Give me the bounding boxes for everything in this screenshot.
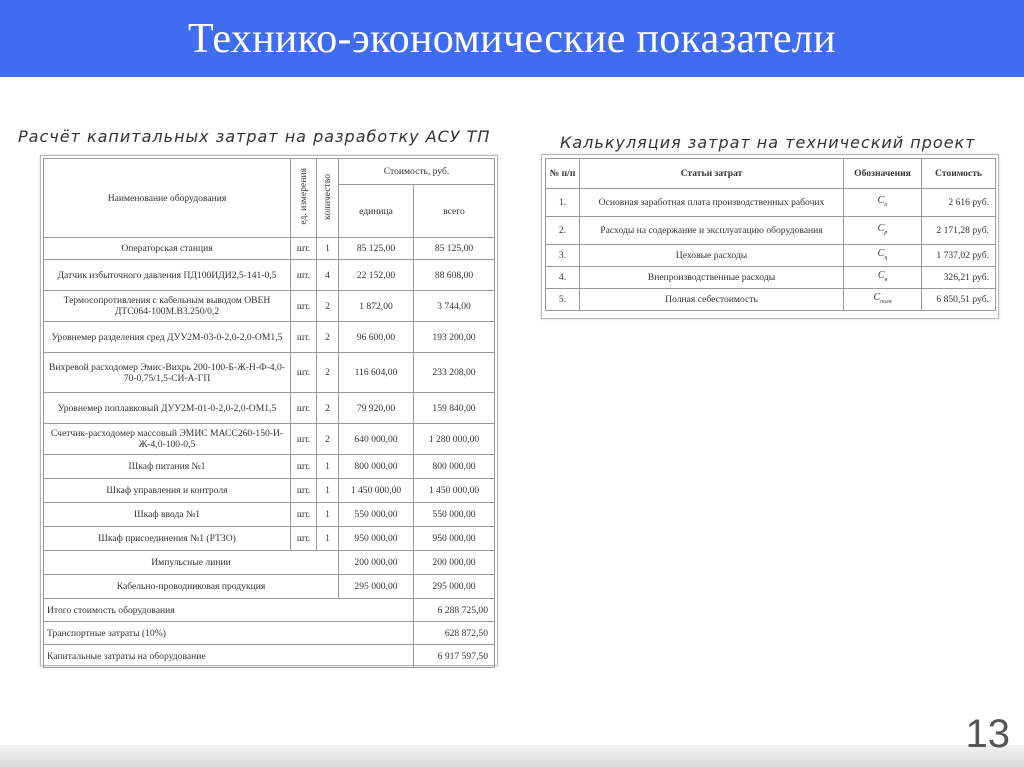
summary-label: Капитальные затраты на оборудование [44,645,414,668]
cost-symbol [844,245,922,267]
slide-title: Технико-экономические показатели [188,15,836,62]
table-row [44,503,495,527]
qty-cell: 1 [317,503,339,527]
capex-caption: Расчёт капитальных затрат на разработку АСУ ТП [18,127,491,146]
qty-cell: 1 [317,479,339,503]
unit-cell: шт. [291,322,317,353]
table-row [44,527,495,551]
equipment-name: Датчик избыточного давления ПД100ИДИ2,5-141-0,5 [44,260,291,291]
header-cost: Стоимость, руб. [339,159,495,185]
summary-total: 628 872,50 [414,622,495,645]
header-unit: ед. измерения [291,159,317,238]
capex-table [43,158,495,668]
equipment-name: Вихревой расходомер Эмис-Вихрь 200-100-Б-Ж-Н-Ф-4,0-70-0,75/1,5-СИ-А-ГП [44,353,291,393]
qty-cell: 1 [317,455,339,479]
capex-table-frame [40,155,498,666]
price-cell: 550 000,00 [339,503,414,527]
row-number: 1. [546,189,580,217]
cost-item: Цеховые расходы [580,245,844,267]
cost-value: 6 850,51 руб. [922,289,996,311]
equipment-name: Шкаф управления и контроля [44,479,291,503]
cost-value: 2 616 руб. [922,189,996,217]
unit-cell: шт. [291,455,317,479]
qty-cell: 2 [317,353,339,393]
price-cell: 22 152,00 [339,260,414,291]
symbol-letter: C [877,194,885,206]
qty-cell: 2 [317,322,339,353]
price-cell: 79 920,00 [339,393,414,424]
total-cell: 200 000,00 [414,551,495,575]
row-number: 4. [546,267,580,289]
price-cell: 295 000,00 [339,575,414,599]
total-cell: 950 000,00 [414,527,495,551]
summary-total: 6 917 597,50 [414,645,495,668]
qty-cell: 2 [317,393,339,424]
cost-item: Внепроизводственные расходы [580,267,844,289]
total-cell: 1 280 000,00 [414,424,495,455]
row-number: 2. [546,217,580,245]
cost-value: 1 737,02 руб. [922,245,996,267]
symbol-subscript: р [884,229,888,236]
summary-row [44,599,495,622]
cost-item: Основная заработная плата производственных рабочих [580,189,844,217]
equipment-name: Счетчик-расходомер массовый ЭМИС МАСС260-150-И-Ж-4,0-100-0,5 [44,424,291,455]
calc-header-cost: Стоимость [922,159,996,189]
calc-header-item: Статьи затрат [580,159,844,189]
table-row [546,267,996,289]
symbol-letter: C [877,222,885,234]
equipment-name: Термосопротивления с кабельным выводом ОВЕН ДТС064-100М.В3.250/0,2 [44,291,291,322]
price-cell: 1 872,00 [339,291,414,322]
price-cell: 640 000,00 [339,424,414,455]
total-cell: 193 200,00 [414,322,495,353]
unit-cell: шт. [291,353,317,393]
table-row [546,217,996,245]
cost-symbol [844,217,922,245]
qty-cell: 4 [317,260,339,291]
cost-symbol [844,189,922,217]
price-cell: 1 450 000,00 [339,479,414,503]
table-row [44,238,495,260]
equipment-name: Шкаф ввода №1 [44,503,291,527]
page-number: 13 [965,712,1010,756]
table-row [546,245,996,267]
price-cell: 96 600,00 [339,322,414,353]
calc-header-num: № п/п [546,159,580,189]
qty-cell: 1 [317,238,339,260]
price-cell: 116 604,00 [339,353,414,393]
unit-cell: шт. [291,291,317,322]
summary-row [44,622,495,645]
cost-item: Полная себестоимость [580,289,844,311]
equipment-name: Кабельно-проводниковая продукция [44,575,339,599]
footer-bar [0,745,1024,767]
table-row [44,479,495,503]
total-cell: 1 450 000,00 [414,479,495,503]
table-row [44,575,495,599]
summary-row [44,645,495,668]
cost-symbol [844,267,922,289]
summary-label: Итого стоимость оборудования [44,599,414,622]
qty-cell: 2 [317,291,339,322]
unit-cell: шт. [291,503,317,527]
row-number: 3. [546,245,580,267]
table-row [44,424,495,455]
cost-item: Расходы на содержание и эксплуатацию оборудования [580,217,844,245]
row-number: 5. [546,289,580,311]
qty-cell: 1 [317,527,339,551]
total-cell: 233 208,00 [414,353,495,393]
total-cell: 88 608,00 [414,260,495,291]
table-row [44,322,495,353]
symbol-subscript: в [884,276,888,283]
unit-cell: шт. [291,393,317,424]
table-row [546,289,996,311]
header-total: всего [414,185,495,238]
price-cell: 200 000,00 [339,551,414,575]
symbol-subscript: ц [884,254,888,261]
header-per-unit: единица [339,185,414,238]
total-cell: 85 125,00 [414,238,495,260]
summary-total: 6 288 725,00 [414,599,495,622]
title-bar [0,0,1024,77]
cost-value: 2 171,28 руб. [922,217,996,245]
total-cell: 800 000,00 [414,455,495,479]
unit-cell: шт. [291,424,317,455]
symbol-subscript: о [884,201,888,208]
unit-cell: шт. [291,479,317,503]
equipment-name: Уровнемер поплавковый ДУУ2М-01-0-2,0-2,0-ОМ1,5 [44,393,291,424]
table-row [44,291,495,322]
summary-label: Транспортные затраты (10%) [44,622,414,645]
calc-table-frame [541,154,999,319]
equipment-name: Шкаф питания №1 [44,455,291,479]
symbol-letter: C [873,291,881,303]
unit-cell: шт. [291,527,317,551]
table-row [44,353,495,393]
equipment-name: Шкаф присоединения №1 (РТЗО) [44,527,291,551]
header-qty: количество [317,159,339,238]
total-cell: 159 840,00 [414,393,495,424]
equipment-name: Импульсные линии [44,551,339,575]
price-cell: 800 000,00 [339,455,414,479]
qty-cell: 2 [317,424,339,455]
price-cell: 950 000,00 [339,527,414,551]
equipment-name: Операторская станция [44,238,291,260]
table-row [546,189,996,217]
calc-caption: Калькуляция затрат на технический проект [560,133,976,152]
header-name: Наименование оборудования [44,159,291,238]
table-row [44,455,495,479]
unit-cell: шт. [291,238,317,260]
cost-symbol [844,289,922,311]
cost-value: 326,21 руб. [922,267,996,289]
calc-table [545,158,996,311]
total-cell: 3 744,00 [414,291,495,322]
total-cell: 295 000,00 [414,575,495,599]
symbol-letter: C [877,247,885,259]
table-row [44,393,495,424]
unit-cell: шт. [291,260,317,291]
price-cell: 85 125,00 [339,238,414,260]
equipment-name: Уровнемер разделения сред ДУУ2М-03-0-2,0-2,0-ОМ1,5 [44,322,291,353]
total-cell: 550 000,00 [414,503,495,527]
calc-header-symbol: Обозначения [844,159,922,189]
table-row [44,260,495,291]
symbol-subscript: полн [880,298,892,305]
symbol-letter: C [877,269,885,281]
table-row [44,551,495,575]
